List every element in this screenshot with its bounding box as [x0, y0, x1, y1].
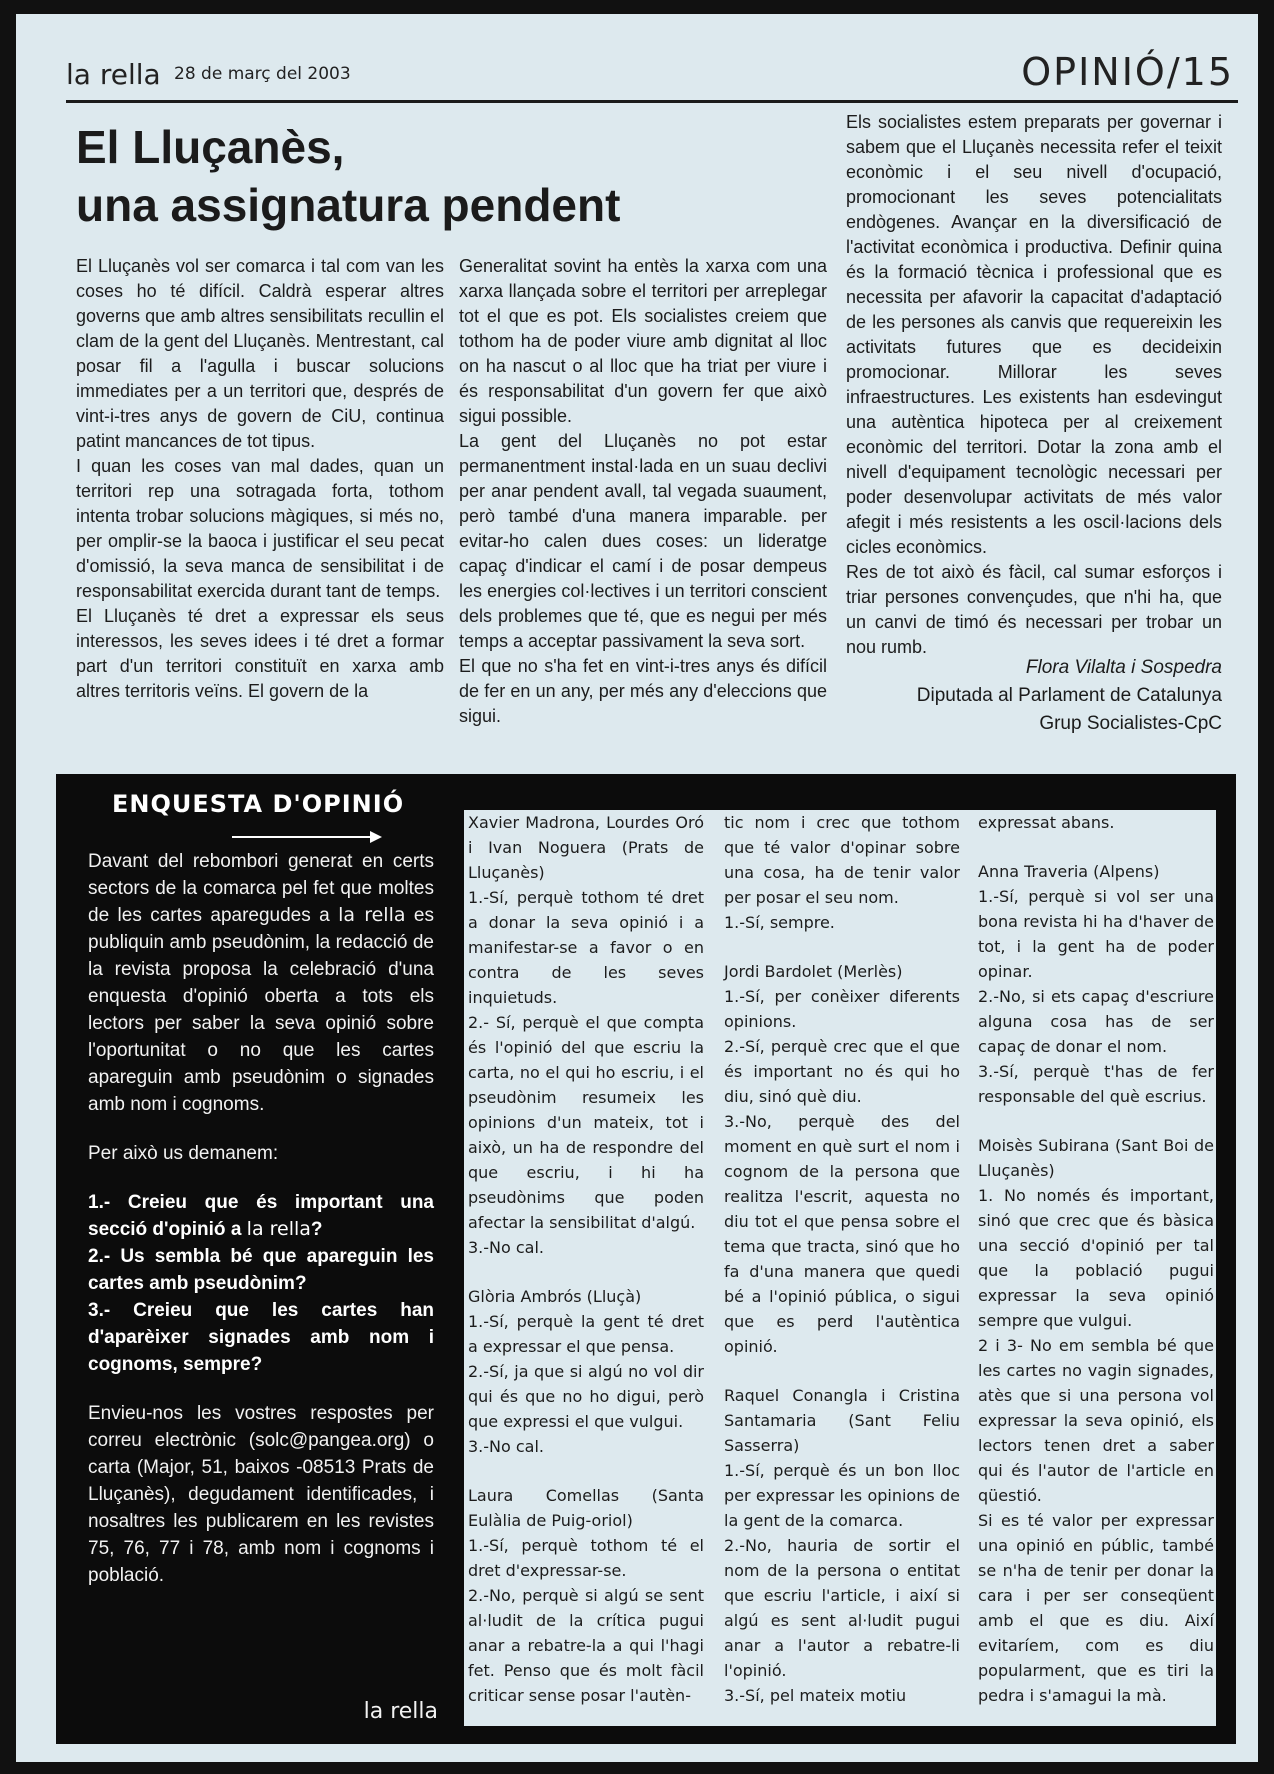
headline-line-1: El Lluçanès,	[76, 121, 345, 173]
response-line: 1.-Sí, per conèixer diferents opinions.	[724, 987, 960, 1031]
question-text: ?	[310, 1219, 323, 1240]
response-line: 1.-Sí, perquè la gent té dret a expressar el que pensa.	[468, 1312, 704, 1356]
article-paragraph: El Lluçanès vol ser comarca i tal com van les coses ho té difícil. Caldrà esperar altres governs que amb altres sensibilitats recullin el clam de la gent del Lluçanès. Mentrestant, cal posar fil a l'agulla i buscar solucions immediates per a un territori que, després de vint-i-tres anys de govern de CiU, continua patint mancances de tot tipus.	[76, 256, 444, 451]
survey-intro	[88, 848, 434, 1118]
newspaper-page	[16, 14, 1258, 1762]
response-line: 3.-No cal.	[468, 1238, 545, 1257]
response-line: 3.-Sí, perquè t'has de fer responsable del què escrius.	[978, 1062, 1214, 1106]
brand-name: la rella	[338, 904, 406, 926]
article-column-3	[846, 110, 1222, 660]
response-line: 1.-Sí, perquè tothom té el dret d'expressar-se.	[468, 1536, 704, 1580]
survey-question-1	[88, 1189, 434, 1243]
publication-name: la rella	[66, 58, 161, 91]
survey-responses	[464, 810, 1216, 1726]
author-role: Diputada al Parlament de Catalunya	[916, 685, 1222, 706]
survey-signature: la rella	[363, 1699, 438, 1724]
response-line: 2 i 3- No em sembla bé que les cartes no vagin signades, atès que si una persona vol expressar la seva opinió, els lectors tenen dret a saber qui és l'autor de l'article en qüestió.	[978, 1336, 1214, 1505]
survey-intro-text: es publiquin amb pseudònim, la redacció de la revista proposa la celebració d'una enquesta d'opinió oberta a tots els lectors per saber la seva opinió sobre l'oportunitat o no que les cartes apareguin amb pseudònim o signades amb nom i cognoms.	[88, 905, 434, 1115]
responses-column-2	[724, 810, 960, 1708]
section-title: OPINIÓ/15	[1021, 50, 1234, 94]
respondent-name: Anna Traveria (Alpens)	[978, 862, 1160, 881]
response-line: 3.-No cal.	[468, 1437, 545, 1456]
response-line: 2.- Sí, perquè el que compta és l'opinió del que escriu la carta, no el qui ho escriu, i el pseudònim resumeix les opinions d'un mateix, tot i això, un ha de respondre del que escriu, i hi ha pseudònims que poden afectar la sensibilitat d'algú.	[468, 1013, 704, 1232]
respondent-name: Raquel Conangla i Cristina Santamaria (Sant Feliu Sasserra)	[724, 1386, 960, 1455]
survey-question-3: 3.- Creieu que les cartes han d'aparèixer signades amb nom i cognoms, sempre?	[88, 1300, 434, 1375]
question-text: 1.- Creieu que és important una secció d'opinió a	[88, 1192, 434, 1240]
response-line: tic nom i crec que tothom que té valor d'opinar sobre una cosa, ha de tenir valor per posar el seu nom.	[724, 813, 960, 907]
respondent-name: Glòria Ambrós (Lluçà)	[468, 1287, 642, 1306]
responses-column-3	[978, 810, 1214, 1708]
article-paragraph: Els socialistes estem preparats per governar i sabem que el Lluçanès necessita refer el teixit econòmic i el seu nivell d'ocupació, promocionant les seves potencialitats endògenes. Avançar en la diversificació de l'activitat econòmica i productiva. Definir quina és la formació tècnica i professional que es necessita per afavorir la capacitat d'adaptació de les persones als canvis que requereixin les activitats futures que es decideixin promocionar. Millorar les seves infraestructures. Les existents han esdevingut una autèntica hipoteca per al creixement econòmic del territori. Dotar la zona amb el nivell d'equipament tecnològic necessari per poder desenvolupar activitats de més valor afegit i més resistents a les oscil·lacions dels cicles econòmics.	[846, 112, 1222, 557]
article-column-1	[76, 254, 444, 704]
survey-body	[88, 848, 434, 1589]
respondent-name: Xavier Madrona, Lourdes Oró i Ivan Noguera (Prats de Lluçanès)	[468, 813, 704, 882]
response-line: 1.-Sí, perquè és un bon lloc per expressar les opinions de la gent de la comarca.	[724, 1461, 960, 1530]
author-name: Flora Vilalta i Sospedra	[1025, 657, 1222, 678]
brand-name: la rella	[246, 1218, 311, 1240]
response-line: 3.-Sí, pel mateix motiu	[724, 1686, 907, 1705]
article-paragraph: I quan les coses van mal dades, quan un territori rep una sotragada forta, tothom intenta trobar solucions màgiques, si més no, per omplir-se la baoca i justificar el seu pecat d'omissió, la seva manca de sensibilitat i de responsabilitat exercida durant tant de temps.	[76, 456, 444, 601]
article-headline	[76, 118, 716, 234]
article-signature	[846, 654, 1222, 738]
arrow-right-icon	[232, 830, 382, 844]
article-paragraph: El que no s'ha fet en vint-i-tres anys és difícil de fer en un any, per més any d'eleccions que sigui.	[459, 656, 827, 726]
response-line: Si es té valor per expressar una opinió en públic, també se n'ha de tenir per donar la cara i per ser conseqüent amb el que es diu. Així evitaríem, com es diu popularment, que es tiri la pedra i s'amagui la mà.	[978, 1511, 1214, 1705]
author-group: Grup Socialistes-CpC	[1039, 713, 1222, 734]
response-line: 1.-Sí, sempre.	[724, 913, 835, 932]
respondent-name: Moisès Subirana (Sant Boi de Lluçanès)	[978, 1136, 1214, 1180]
page-header	[66, 40, 1238, 103]
survey-intro-text: Davant del rebombori generat en certs sectors de la comarca pel fet que moltes de les cartes aparegudes a	[88, 851, 434, 926]
response-line: 2.-No, hauria de sortir el nom de la persona o entitat que escriu l'article, i així si algú es sent al·ludit pugui anar a l'autor a rebatre-li l'opinió.	[724, 1536, 960, 1680]
respondent-name: Jordi Bardolet (Merlès)	[724, 962, 903, 981]
headline-line-2: una assignatura pendent	[76, 179, 621, 231]
response-line: expressat abans.	[978, 813, 1115, 832]
article-paragraph: La gent del Lluçanès no pot estar permanentment instal·lada en un suau declivi per anar pendent avall, tal vegada suaument, però també d'una manera imparable. per evitar-ho calen dues coses: un lideratge capaç d'indicar el camí i de posar dempeus les energies col·lectives i un territori conscient dels problemes que té, que es negui per més temps a acceptar passivament la seva sort.	[459, 431, 827, 651]
response-line: 2.-Sí, ja que si algú no vol dir qui és que no ho digui, però que expressi el que vulgui.	[468, 1362, 704, 1431]
response-line: 1.-Sí, perquè tothom té dret a donar la seva opinió i a manifestar-se a favor o en contra de les seves inquietuds.	[468, 888, 704, 1007]
survey-instructions: Envieu-nos les vostres respostes per correu electrònic (solc@pangea.org) o carta (Major, 51, baixos -08513 Prats de Lluçanès), degudament identificades, i nosaltres les publicarem en les revistes 75, 76, 77 i 78, amb nom i cognoms i població.	[88, 1403, 434, 1586]
article-paragraph: Generalitat sovint ha entès la xarxa com una xarxa llançada sobre el territori per arreplegar tot el que es pot. Els socialistes creiem que tothom ha de poder viure amb dignitat al lloc on ha nascut o al lloc que ha triat per viure i és responsabilitat d'un govern fer que això sigui possible.	[459, 256, 827, 426]
response-line: 1.-Sí, perquè si vol ser una bona revista hi ha d'haver de tot, i la gent ha de poder opinar.	[978, 887, 1214, 981]
respondent-name: Laura Comellas (Santa Eulàlia de Puig-oriol)	[468, 1486, 704, 1530]
survey-ask: Per això us demanem:	[88, 1143, 279, 1164]
response-line: 3.-No, perquè des del moment en què surt el nom i cognom de la persona que realitza l'escrit, aquesta no diu tot el que pensa sobre el tema que tracta, sinó que ho fa d'una manera que quedi bé a l'opinió pública, o sigui que es perd l'autèntica opinió.	[724, 1112, 960, 1356]
survey-panel	[72, 782, 442, 1732]
response-line: 2.-No, si ets capaç d'escriure alguna cosa has de ser capaç de donar el nom.	[978, 987, 1214, 1056]
survey-question-2: 2.- Us sembla bé que apareguin les cartes amb pseudònim?	[88, 1246, 434, 1294]
response-line: 1. No només és important, sinó que crec que és bàsica una secció d'opinió per tal que la població pugui expressar la seva opinió sempre que vulgui.	[978, 1186, 1214, 1330]
survey-title: ENQUESTA D'OPINIÓ	[112, 790, 405, 818]
survey-box	[56, 774, 1236, 1744]
article-paragraph: El Lluçanès té dret a expressar els seus interessos, les seves idees i té dret a formar part d'un territori constituït en xarxa amb altres territoris veïns. El govern de la	[76, 606, 444, 701]
responses-column-1	[468, 810, 704, 1708]
article-paragraph: Res de tot això és fàcil, cal sumar esforços i triar persones convençudes, que n'hi ha, que un canvi de timó és necessari per trobar un nou rumb.	[846, 562, 1222, 657]
response-line: 2.-Sí, perquè crec que el que és important no és qui ho diu, sinó què diu.	[724, 1037, 960, 1106]
article-column-2	[459, 254, 827, 729]
response-line: 2.-No, perquè si algú se sent al·ludit de la crítica pugui anar a rebatre-la a qui l'hagi fet. Penso que és molt fàcil criticar sense posar l'autèn-	[468, 1586, 704, 1705]
issue-date: 28 de març del 2003	[174, 64, 351, 84]
